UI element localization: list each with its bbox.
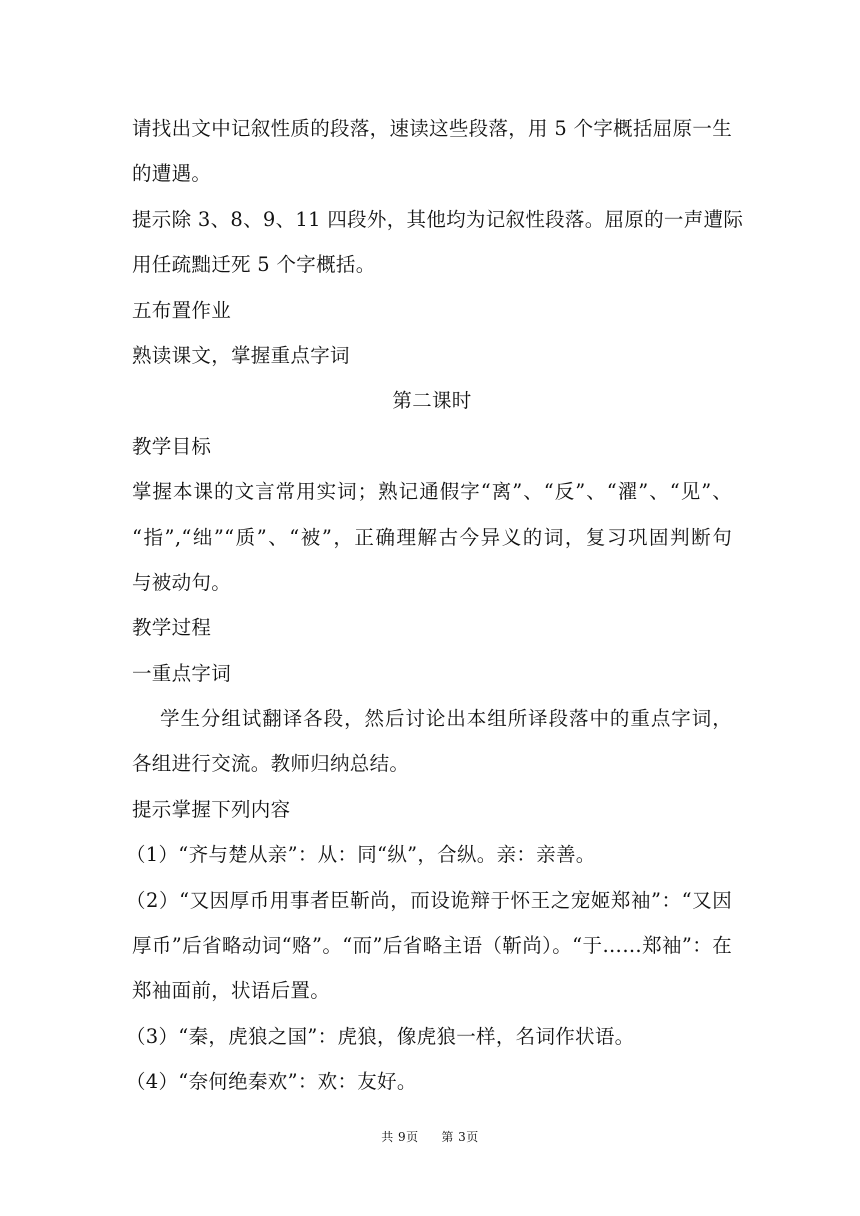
paragraph-line: “指”,“绌”“质”、“被”，正确理解古今异义的词，复习巩固判断句 [132,525,732,549]
paragraph-line: 掌握本课的文言常用实词；熟记通假字“离”、“反”、“濯”、“见”、 [132,480,732,504]
paragraph-line: 与被动句。 [132,570,232,594]
paragraph-line: 用任疏黜迁死 5 个字概括。 [132,253,376,277]
paragraph-line: 厚币”后省略动词“赂”。“而”后省略主语（靳尚）。“于……郑袖”：在 [132,934,732,958]
section-heading: 教学目标 [132,434,212,458]
paragraph-line: 提示除 3、8、9、11 四段外，其他均为记叙性段落。屈原的一声遭际 [132,207,744,231]
list-item: （3）“秦，虎狼之国”：虎狼，像虎狼一样，名词作状语。 [126,1024,635,1048]
page-footer [0,1128,860,1145]
paragraph-line: 各组进行交流。教师归纳总结。 [132,752,410,776]
section-heading: 教学过程 [132,616,212,640]
lesson-title: 第二课时 [392,389,472,413]
paragraph-line: 请找出文中记叙性质的段落，速读这些段落，用 5 个字概括屈原一生 [132,117,732,140]
current-page: 第 3页 [441,1130,479,1144]
paragraph-line: 提示掌握下列内容 [132,797,291,821]
paragraph-line: 郑袖面前，状语后置。 [132,979,331,1003]
paragraph-line: 学生分组试翻译各段，然后讨论出本组所译段落中的重点字词， [160,707,732,731]
section-heading: 五布置作业 [132,298,232,322]
list-item: （4）“奈何绝秦欢”：欢：友好。 [126,1070,417,1094]
list-item: （1）“齐与楚从亲”：从：同“纵”，合纵。亲：亲善。 [126,843,596,867]
paragraph-line: 的遭遇。 [132,162,212,186]
total-pages: 共 9页 [381,1130,419,1144]
paragraph-line: 熟读课文，掌握重点字词 [132,343,350,367]
section-heading: 一重点字词 [132,661,232,685]
document-body [126,106,744,1105]
list-item: （2）“又因厚币用事者臣靳尚，而设诡辩于怀王之宠姬郑袖”：“又因 [126,888,732,912]
